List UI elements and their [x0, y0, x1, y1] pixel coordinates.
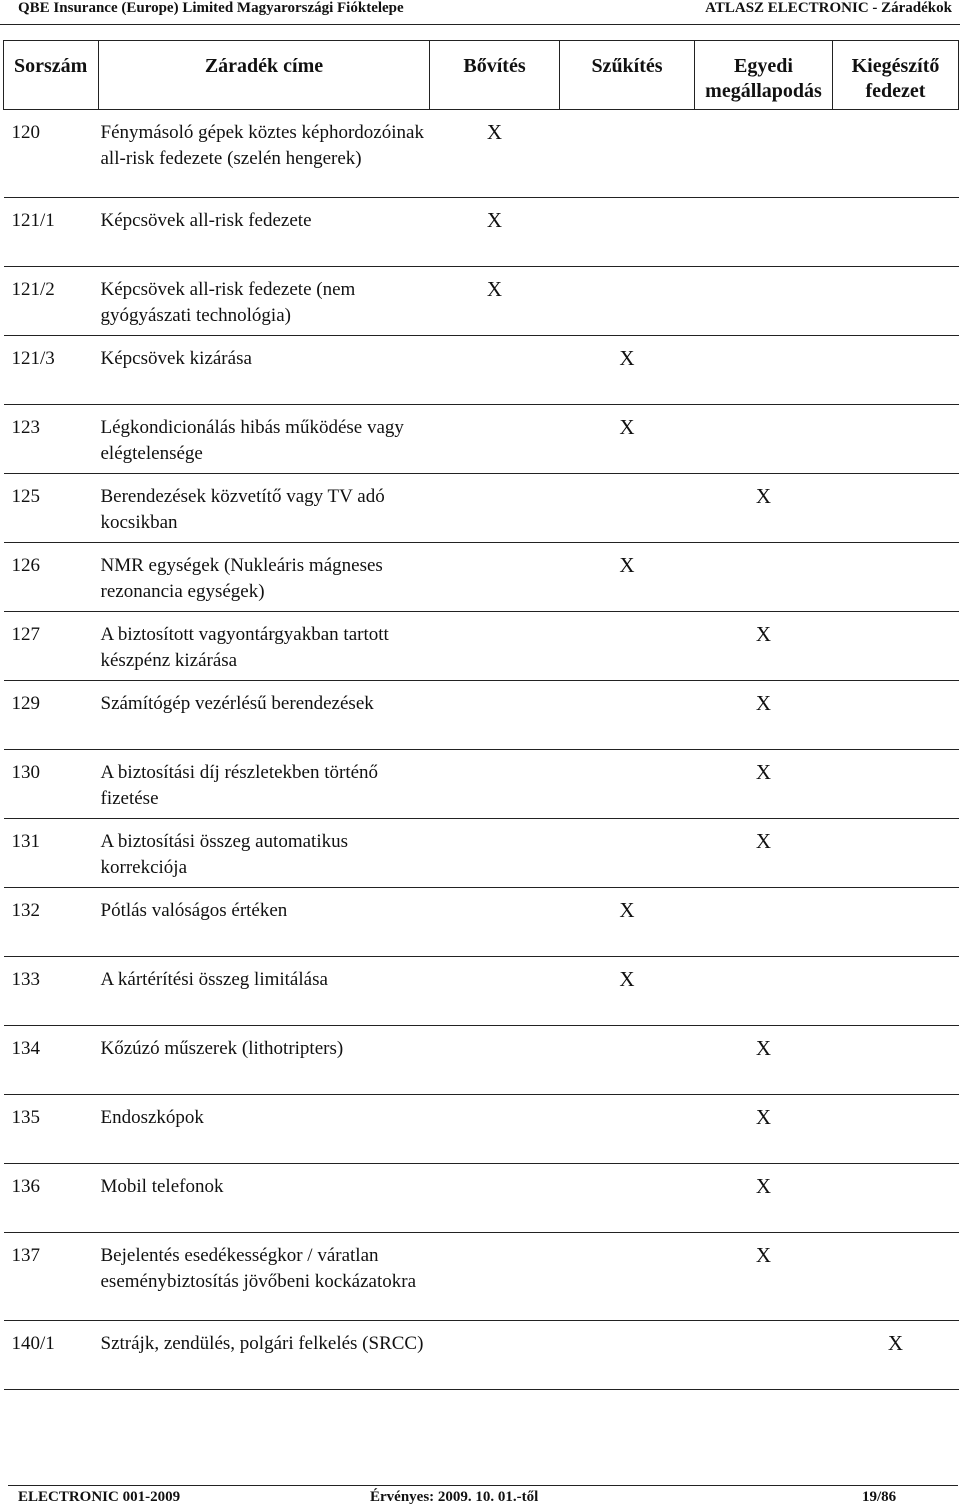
clause-number: 135: [4, 1095, 99, 1164]
clause-mark-supplementary: [833, 336, 959, 405]
clause-title: Mobil telefonok: [99, 1164, 430, 1233]
column-header-title: Záradék címe: [99, 41, 430, 110]
table-row: [4, 1026, 959, 1095]
clause-number: 121/1: [4, 198, 99, 267]
footer-document-code: ELECTRONIC 001-2009: [18, 1489, 181, 1505]
clause-mark-supplementary: [833, 1233, 959, 1321]
clause-mark-extension: [430, 336, 560, 405]
clause-mark-supplementary: [833, 1026, 959, 1095]
clause-mark-individual: [695, 267, 833, 336]
clause-title: NMR egységek (Nukleáris mágneses rezonancia egységek): [99, 543, 430, 612]
clause-mark-supplementary: [833, 681, 959, 750]
clause-mark-restriction: X: [560, 543, 695, 612]
clause-mark-extension: [430, 474, 560, 543]
clause-mark-restriction: X: [560, 957, 695, 1026]
clause-mark-restriction: [560, 612, 695, 681]
clause-title: Számítógép vezérlésű berendezések: [99, 681, 430, 750]
table-row: [4, 336, 959, 405]
clause-number: 134: [4, 1026, 99, 1095]
clause-mark-restriction: [560, 819, 695, 888]
company-name: QBE Insurance (Europe) Limited Magyarországi Fióktelepe: [18, 0, 404, 16]
clause-number: 121/2: [4, 267, 99, 336]
clause-mark-individual: [695, 888, 833, 957]
table-row: [4, 405, 959, 474]
clause-mark-supplementary: [833, 750, 959, 819]
clause-mark-extension: [430, 1095, 560, 1164]
clause-mark-restriction: [560, 1095, 695, 1164]
clause-mark-supplementary: [833, 110, 959, 198]
clause-mark-extension: X: [430, 110, 560, 198]
clause-mark-supplementary: [833, 888, 959, 957]
clause-mark-supplementary: [833, 957, 959, 1026]
clause-number: 136: [4, 1164, 99, 1233]
clause-mark-restriction: [560, 1164, 695, 1233]
clause-mark-individual: X: [695, 474, 833, 543]
clause-number: 140/1: [4, 1321, 99, 1390]
clause-number: 130: [4, 750, 99, 819]
clause-mark-extension: [430, 1026, 560, 1095]
table-row: [4, 1095, 959, 1164]
clause-mark-individual: X: [695, 1026, 833, 1095]
header-divider: [0, 24, 960, 25]
table-row: [4, 681, 959, 750]
clause-mark-extension: [430, 750, 560, 819]
table-row: [4, 888, 959, 957]
clause-mark-restriction: X: [560, 405, 695, 474]
clause-mark-restriction: [560, 1233, 695, 1321]
clause-title: Sztrájk, zendülés, polgári felkelés (SRCC): [99, 1321, 430, 1390]
document-title: ATLASZ ELECTRONIC - Záradékok: [705, 0, 952, 16]
clause-number: 127: [4, 612, 99, 681]
clause-mark-extension: [430, 1233, 560, 1321]
column-header-individual: Egyedi megállapodás: [695, 41, 833, 110]
clause-table: [3, 40, 959, 1390]
clause-mark-individual: [695, 957, 833, 1026]
table-row: [4, 543, 959, 612]
footer-validity: Érvényes: 2009. 10. 01.-től: [370, 1489, 539, 1505]
clause-mark-restriction: [560, 1026, 695, 1095]
table-row: [4, 267, 959, 336]
clause-mark-supplementary: [833, 1164, 959, 1233]
clause-mark-extension: [430, 543, 560, 612]
clause-title: A kártérítési összeg limitálása: [99, 957, 430, 1026]
column-header-extension: Bővítés: [430, 41, 560, 110]
clause-mark-individual: X: [695, 750, 833, 819]
clause-title: Képcsövek kizárása: [99, 336, 430, 405]
clause-title: A biztosítási összeg automatikus korrekciója: [99, 819, 430, 888]
clause-mark-individual: [695, 1321, 833, 1390]
clause-mark-restriction: [560, 110, 695, 198]
clause-mark-supplementary: [833, 198, 959, 267]
clause-mark-supplementary: [833, 474, 959, 543]
table-row: [4, 750, 959, 819]
clause-title: Berendezések közvetítő vagy TV adó kocsikban: [99, 474, 430, 543]
clause-number: 126: [4, 543, 99, 612]
clause-mark-supplementary: [833, 267, 959, 336]
clause-mark-restriction: X: [560, 336, 695, 405]
clause-number: 121/3: [4, 336, 99, 405]
clause-mark-individual: X: [695, 681, 833, 750]
table-row: [4, 1233, 959, 1321]
page-header: [0, 0, 960, 24]
table-row: [4, 110, 959, 198]
clause-mark-individual: [695, 110, 833, 198]
clause-mark-supplementary: X: [833, 1321, 959, 1390]
table-row: [4, 957, 959, 1026]
clause-mark-individual: [695, 543, 833, 612]
clause-mark-supplementary: [833, 405, 959, 474]
clause-title: Képcsövek all-risk fedezete (nem gyógyászati technológia): [99, 267, 430, 336]
clause-mark-extension: [430, 957, 560, 1026]
clause-mark-individual: [695, 198, 833, 267]
clause-number: 120: [4, 110, 99, 198]
clause-mark-extension: [430, 1321, 560, 1390]
column-header-supplementary: Kiegészítő fedezet: [833, 41, 959, 110]
table-row: [4, 1164, 959, 1233]
clause-mark-extension: [430, 888, 560, 957]
clause-mark-extension: [430, 1164, 560, 1233]
clause-mark-supplementary: [833, 612, 959, 681]
clause-mark-individual: [695, 336, 833, 405]
clause-title: Légkondicionálás hibás működése vagy elégtelensége: [99, 405, 430, 474]
clause-mark-individual: [695, 405, 833, 474]
clause-title: A biztosítási díj részletekben történő fizetése: [99, 750, 430, 819]
clause-title: Endoszkópok: [99, 1095, 430, 1164]
clause-title: Fénymásoló gépek köztes képhordozóinak all-risk fedezete (szelén hengerek): [99, 110, 430, 198]
table-header-row: [4, 41, 959, 110]
clause-mark-extension: [430, 819, 560, 888]
clause-title: Kőzúzó műszerek (lithotripters): [99, 1026, 430, 1095]
clause-mark-restriction: [560, 750, 695, 819]
clause-mark-individual: X: [695, 1095, 833, 1164]
column-header-restriction: Szűkítés: [560, 41, 695, 110]
table-row: [4, 1321, 959, 1390]
clause-mark-supplementary: [833, 543, 959, 612]
table-row: [4, 198, 959, 267]
clause-mark-restriction: [560, 267, 695, 336]
clause-title: Bejelentés esedékességkor / váratlan eseménybiztosítás jövőbeni kockázatokra: [99, 1233, 430, 1321]
footer-page-number: 19/86: [862, 1489, 897, 1505]
clause-mark-individual: X: [695, 1164, 833, 1233]
clause-title: Képcsövek all-risk fedezete: [99, 198, 430, 267]
clause-number: 131: [4, 819, 99, 888]
clause-mark-individual: X: [695, 1233, 833, 1321]
clause-number: 125: [4, 474, 99, 543]
column-header-number: Sorszám: [4, 41, 99, 110]
clause-mark-extension: [430, 405, 560, 474]
clause-mark-extension: [430, 681, 560, 750]
table-row: [4, 819, 959, 888]
clause-mark-extension: [430, 612, 560, 681]
clause-mark-extension: X: [430, 267, 560, 336]
clause-mark-individual: X: [695, 819, 833, 888]
clause-mark-individual: X: [695, 612, 833, 681]
clause-title: Pótlás valóságos értéken: [99, 888, 430, 957]
clause-number: 137: [4, 1233, 99, 1321]
table-row: [4, 474, 959, 543]
footer-divider: [8, 1485, 958, 1486]
clause-number: 132: [4, 888, 99, 957]
clause-title: A biztosított vagyontárgyakban tartott készpénz kizárása: [99, 612, 430, 681]
clause-mark-restriction: [560, 1321, 695, 1390]
clause-mark-supplementary: [833, 1095, 959, 1164]
clause-mark-restriction: [560, 198, 695, 267]
clause-mark-supplementary: [833, 819, 959, 888]
clause-mark-restriction: [560, 681, 695, 750]
clause-number: 129: [4, 681, 99, 750]
clause-mark-extension: X: [430, 198, 560, 267]
table-row: [4, 612, 959, 681]
clause-mark-restriction: [560, 474, 695, 543]
clause-mark-restriction: X: [560, 888, 695, 957]
clause-number: 123: [4, 405, 99, 474]
clause-number: 133: [4, 957, 99, 1026]
